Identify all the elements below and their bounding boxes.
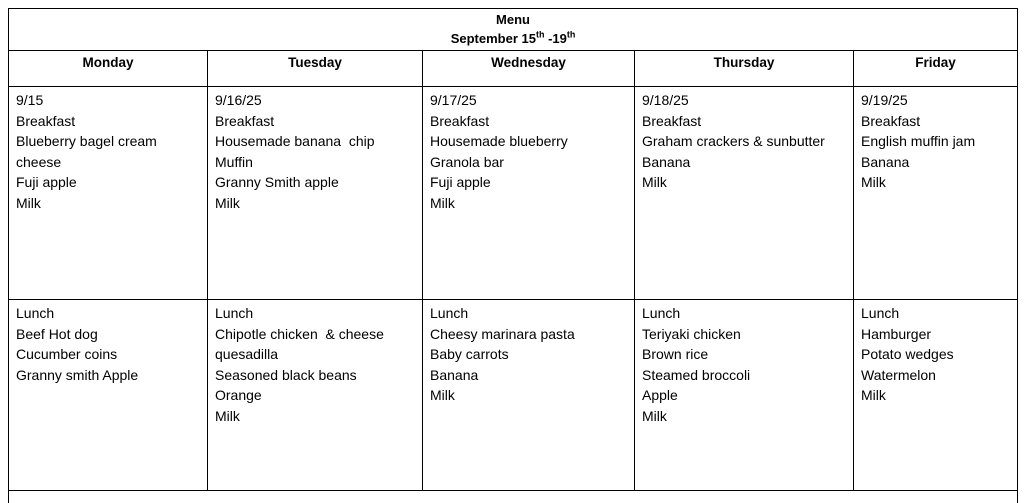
lunch-item: Lunch <box>16 303 201 324</box>
breakfast-item: Breakfast <box>215 111 416 132</box>
lunch-item: Potato wedges <box>861 344 1011 365</box>
lunch-item: Lunch <box>861 303 1011 324</box>
lunch-item: Steamed broccoli <box>642 365 847 386</box>
lunch-cell-tuesday <box>208 300 423 491</box>
lunch-cell-wednesday <box>423 300 635 491</box>
lunch-item: Beef Hot dog <box>16 324 201 345</box>
breakfast-cell-friday <box>854 87 1018 300</box>
breakfast-item: Breakfast <box>16 111 201 132</box>
breakfast-item: Breakfast <box>430 111 628 132</box>
breakfast-item: 9/19/25 <box>861 90 1011 111</box>
day-header-wednesday: Wednesday <box>423 51 635 87</box>
lunch-item: Brown rice <box>642 344 847 365</box>
lunch-item: Banana <box>430 365 628 386</box>
breakfast-item: English muffin jam <box>861 131 1011 152</box>
breakfast-item: Blueberry bagel cream <box>16 131 201 152</box>
breakfast-item: Banana <box>861 152 1011 173</box>
day-header-monday: Monday <box>9 51 208 87</box>
breakfast-item: Fuji apple <box>16 172 201 193</box>
lunch-item: Seasoned black beans <box>215 365 416 386</box>
breakfast-item: Muffin <box>215 152 416 173</box>
day-header-thursday: Thursday <box>635 51 854 87</box>
lunch-item: Lunch <box>642 303 847 324</box>
menu-table <box>8 8 1018 503</box>
breakfast-item: Housemade blueberry <box>430 131 628 152</box>
lunch-item: Hamburger <box>861 324 1011 345</box>
day-header-row <box>9 51 1018 87</box>
notes-row <box>9 491 1018 503</box>
breakfast-item: 9/18/25 <box>642 90 847 111</box>
breakfast-item: Breakfast <box>642 111 847 132</box>
lunch-item: Baby carrots <box>430 344 628 365</box>
breakfast-item: Granola bar <box>430 152 628 173</box>
breakfast-cell-wednesday <box>423 87 635 300</box>
breakfast-item: Breakfast <box>861 111 1011 132</box>
day-header-tuesday: Tuesday <box>208 51 423 87</box>
breakfast-item: Granny Smith apple <box>215 172 416 193</box>
lunch-item: Lunch <box>215 303 416 324</box>
notes-cell <box>9 491 1018 503</box>
lunch-cell-monday <box>9 300 208 491</box>
breakfast-item: Fuji apple <box>430 172 628 193</box>
lunch-cell-thursday <box>635 300 854 491</box>
lunch-row <box>9 300 1018 491</box>
lunch-item: Watermelon <box>861 365 1011 386</box>
title-row <box>9 9 1018 51</box>
lunch-item: quesadilla <box>215 344 416 365</box>
breakfast-item: cheese <box>16 152 201 173</box>
breakfast-cell-monday <box>9 87 208 300</box>
breakfast-item: Milk <box>430 193 628 214</box>
lunch-item: Cheesy marinara pasta <box>430 324 628 345</box>
breakfast-item: Graham crackers & sunbutter <box>642 131 847 152</box>
date-suffix-start: th <box>536 30 545 40</box>
menu-date-range <box>9 29 1017 48</box>
lunch-item: Milk <box>861 385 1011 406</box>
lunch-item: Milk <box>642 406 847 427</box>
lunch-item: Orange <box>215 385 416 406</box>
breakfast-item: Banana <box>642 152 847 173</box>
breakfast-item: Milk <box>16 193 201 214</box>
breakfast-item: Milk <box>215 193 416 214</box>
day-header-friday: Friday <box>854 51 1018 87</box>
breakfast-item: Milk <box>642 172 847 193</box>
lunch-item: Milk <box>430 385 628 406</box>
lunch-item: Granny smith Apple <box>16 365 201 386</box>
lunch-item: Apple <box>642 385 847 406</box>
menu-title-cell <box>9 9 1018 51</box>
lunch-item: Cucumber coins <box>16 344 201 365</box>
breakfast-item: 9/16/25 <box>215 90 416 111</box>
breakfast-item: 9/15 <box>16 90 201 111</box>
breakfast-item: Milk <box>861 172 1011 193</box>
breakfast-item: Housemade banana chip <box>215 131 416 152</box>
lunch-item: Chipotle chicken & cheese <box>215 324 416 345</box>
lunch-item: Teriyaki chicken <box>642 324 847 345</box>
breakfast-cell-tuesday <box>208 87 423 300</box>
lunch-item: Milk <box>215 406 416 427</box>
date-range-start: September 15 <box>451 31 536 46</box>
date-suffix-end: th <box>567 30 576 40</box>
menu-title: Menu <box>9 10 1017 29</box>
breakfast-item: 9/17/25 <box>430 90 628 111</box>
date-range-end: -19 <box>544 31 566 46</box>
lunch-item: Lunch <box>430 303 628 324</box>
breakfast-row <box>9 87 1018 300</box>
lunch-cell-friday <box>854 300 1018 491</box>
breakfast-cell-thursday <box>635 87 854 300</box>
